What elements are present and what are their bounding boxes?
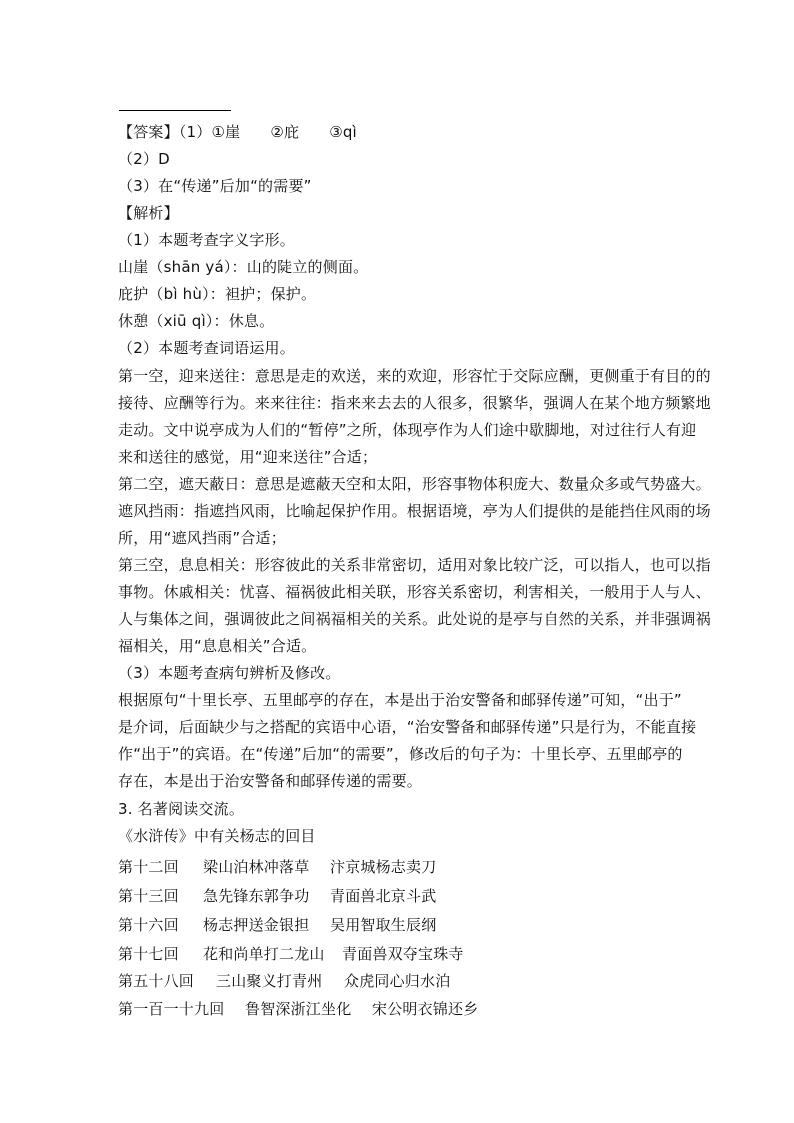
chapter-row (118, 886, 436, 906)
analysis-line: 第一空，迎来送往：意思是走的欢送，来的欢迎，形容忙于交际应酬，更侧重于有目的的 (118, 367, 711, 385)
section3-subheading: 《水浒传》中有关杨志的回目 (118, 827, 316, 845)
chapter-title-right: 众虎同心归水泊 (344, 972, 451, 990)
analysis-line: 存在，本是出于治安警备和邮驿传递的需要。 (118, 772, 423, 790)
answer-q1-a: ①崖 (211, 123, 241, 141)
chapter-title-left: 花和尚单打二龙山 (203, 945, 325, 963)
chapter-number: 第十七回 (118, 945, 179, 963)
section3-heading: 3. 名著阅读交流。 (118, 800, 245, 818)
analysis-line: 来和送往的感觉，用“迎来送往”合适； (118, 448, 378, 466)
chapter-number: 第十六回 (118, 916, 179, 934)
footnote-rule (119, 110, 231, 111)
analysis-line: （1）本题考查字义字形。 (118, 231, 295, 249)
analysis-line: 遮风挡雨：指遮挡风雨，比喻起保护作用。根据语境，亭为人们提供的是能挡住风雨的场 (118, 502, 711, 520)
analysis-line: 所，用“遮风挡雨”合适； (118, 529, 286, 547)
analysis-line: （3）本题考查病句辨析及修改。 (118, 664, 341, 682)
chapter-title-left: 杨志押送金银担 (203, 916, 310, 934)
analysis-line: 第二空，遮天蔽日：意思是遮蔽天空和太阳，形容事物体积庞大、数量众多或气势盛大。 (118, 475, 711, 493)
answer-q1-b: ②庇 (270, 123, 300, 141)
analysis-label: 【解析】 (118, 204, 179, 222)
analysis-line: 人与集体之间，强调彼此之间祸福相关的关系。此处说的是亭与自然的关系，并非强调祸 (118, 610, 711, 628)
analysis-line: 是介词，后面缺少与之搭配的宾语中心语，“治安警备和邮驿传递”只是行为，不能直接 (118, 718, 697, 736)
answer-line-1 (118, 122, 357, 142)
chapter-title-left: 急先锋东郭争功 (203, 887, 310, 905)
analysis-line: 庇护（bì hù）：袒护；保护。 (118, 285, 317, 303)
analysis-line: （2）本题考查词语运用。 (118, 339, 295, 357)
answer-q1-prefix: （1） (178, 123, 212, 141)
analysis-line: 山崖（shān yá）：山的陡立的侧面。 (118, 258, 369, 276)
answer-label: 【答案】 (118, 123, 179, 141)
chapter-title-left: 三山聚义打青州 (216, 972, 323, 990)
analysis-line: 根据原句“十里长亭、五里邮亭的存在，本是出于治安警备和邮驿传递”可知，“出于” (118, 691, 682, 709)
chapter-title-right: 青面兽双夺宝珠寺 (342, 945, 464, 963)
answer-q2: （2）D (118, 150, 170, 168)
chapter-title-right: 宋公明衣锦还乡 (372, 1000, 479, 1018)
chapter-number: 第十三回 (118, 887, 179, 905)
answer-q3: （3）在“传递”后加“的需要” (118, 177, 312, 195)
chapter-row (118, 857, 436, 877)
chapter-title-right: 汴京城杨志卖刀 (330, 858, 437, 876)
analysis-line: 第三空，息息相关：形容彼此的关系非常密切，适用对象比较广泛，可以指人，也可以指 (118, 556, 711, 574)
chapter-number: 第十二回 (118, 858, 179, 876)
chapter-number: 第五十八回 (118, 972, 195, 990)
chapter-row (118, 971, 450, 991)
analysis-line: 休憩（xiū qì）：休息。 (118, 312, 275, 330)
analysis-line: 福相关，用“息息相关”合适。 (118, 637, 317, 655)
chapter-title-left: 梁山泊林冲落草 (203, 858, 310, 876)
chapter-title-right: 吴用智取生辰纲 (330, 916, 437, 934)
analysis-line: 接待、应酬等行为。来来往往：指来来去去的人很多，很繁华，强调人在某个地方频繁地 (118, 394, 711, 412)
analysis-line: 作“出于”的宾语。在“传递”后加“的需要”，修改后的句子为：十里长亭、五里邮亭的 (118, 745, 683, 763)
chapter-row (118, 944, 464, 964)
chapter-row (118, 915, 436, 935)
chapter-title-right: 青面兽北京斗武 (330, 887, 437, 905)
analysis-line: 事物。休戚相关：忧喜、福祸彼此相关联，形容关系密切，利害相关，一般用于人与人、 (118, 583, 711, 601)
answer-q1-c: ③qì (329, 123, 357, 141)
chapter-number: 第一百一十九回 (118, 1000, 225, 1018)
chapter-title-left: 鲁智深浙江坐化 (245, 1000, 352, 1018)
chapter-row (118, 999, 478, 1019)
analysis-line: 走动。文中说亭成为人们的“暂停”之所，体现亭作为人们途中歇脚地，对过往行人有迎 (118, 421, 697, 439)
